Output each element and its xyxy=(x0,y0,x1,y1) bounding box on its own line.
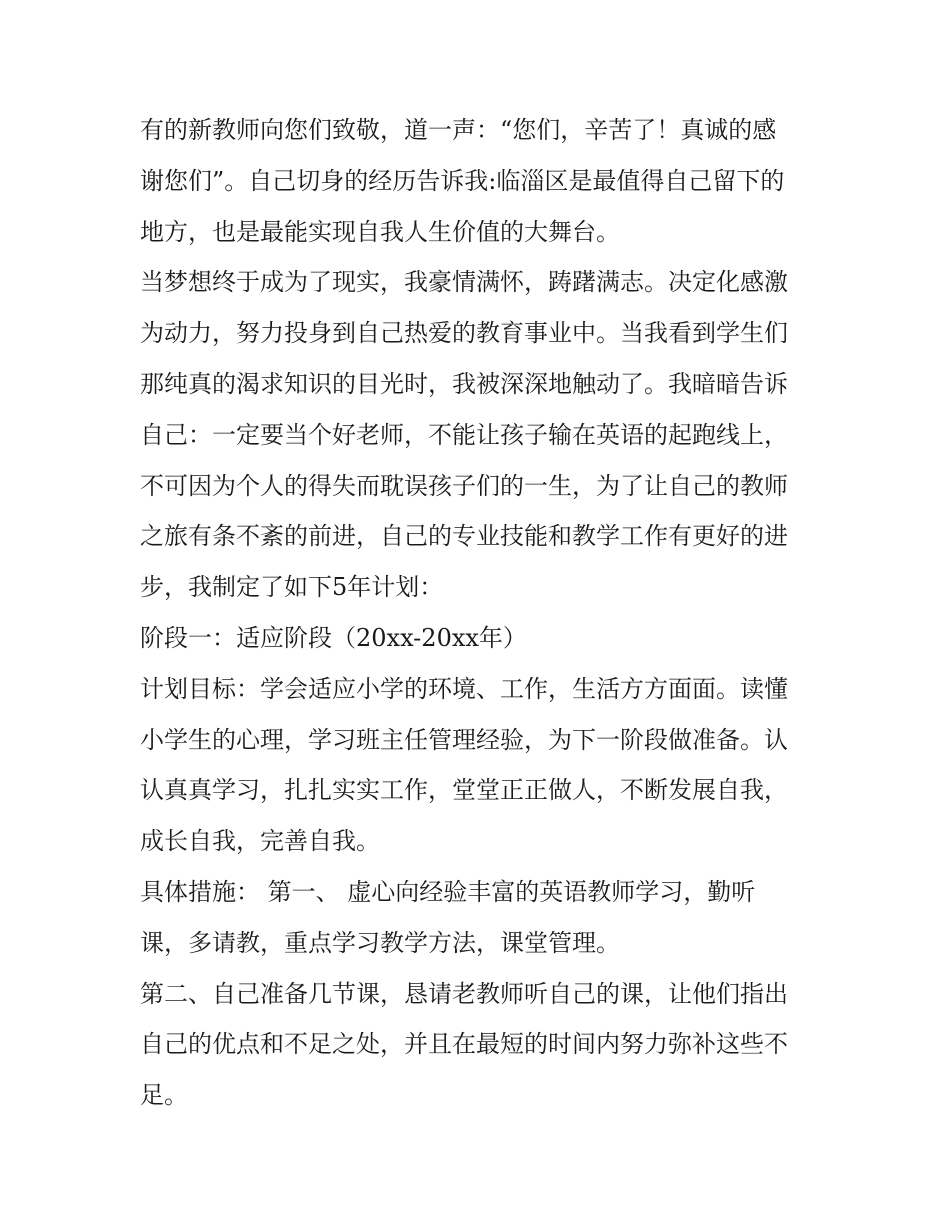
text-line: 不可因为个人的得失而耽误孩子们的一生，为了让自己的教师 xyxy=(140,471,788,500)
text-line: 具体措施： 第一、 虚心向经验丰富的英语教师学习，勤听 xyxy=(140,877,756,906)
text-line: 谢您们”。自己切身的经历告诉我:临淄区是最值得自己留下的 xyxy=(140,166,785,195)
text-line: 之旅有条不紊的前进，自己的专业技能和教学工作有更好的进 xyxy=(140,522,788,551)
text-line: 足。 xyxy=(140,1081,188,1110)
document-body xyxy=(140,105,820,1121)
text-line: 认真真学习，扎扎实实工作，堂堂正正做人，不断发展自我， xyxy=(140,776,788,805)
text-line: 自己：一定要当个好老师，不能让孩子输在英语的起跑线上， xyxy=(140,420,788,449)
text-line: 地方，也是最能实现自我人生价值的大舞台。 xyxy=(140,217,620,246)
text-line: 当梦想终于成为了现实，我豪情满怀，踌躇满志。决定化感激 xyxy=(140,268,788,297)
text-line: 自己的优点和不足之处，并且在最短的时间内努力弥补这些不 xyxy=(140,1030,788,1059)
text-line: 有的新教师向您们致敬，道一声：“您们，辛苦了！真诚的感 xyxy=(140,116,777,144)
text-line: 为动力，努力投身到自己热爱的教育事业中。当我看到学生们 xyxy=(140,319,788,348)
text-line: 课，多请教，重点学习教学方法，课堂管理。 xyxy=(140,928,620,957)
section-heading: 阶段一：适应阶段（20xx-20xx年） xyxy=(140,623,527,652)
text-line: 第二、自己准备几节课，恳请老教师听自己的课，让他们指出 xyxy=(140,979,788,1008)
text-line: 小学生的心理，学习班主任管理经验，为下一阶段做准备。认 xyxy=(140,725,788,754)
text-line: 那纯真的渴求知识的目光时，我被深深地触动了。我暗暗告诉 xyxy=(140,369,788,398)
text-line: 计划目标：学会适应小学的环境、工作，生活方方面面。读懂 xyxy=(140,674,788,703)
text-line: 成长自我，完善自我。 xyxy=(140,827,380,856)
text-line: 步，我制定了如下5年计划： xyxy=(140,573,444,602)
